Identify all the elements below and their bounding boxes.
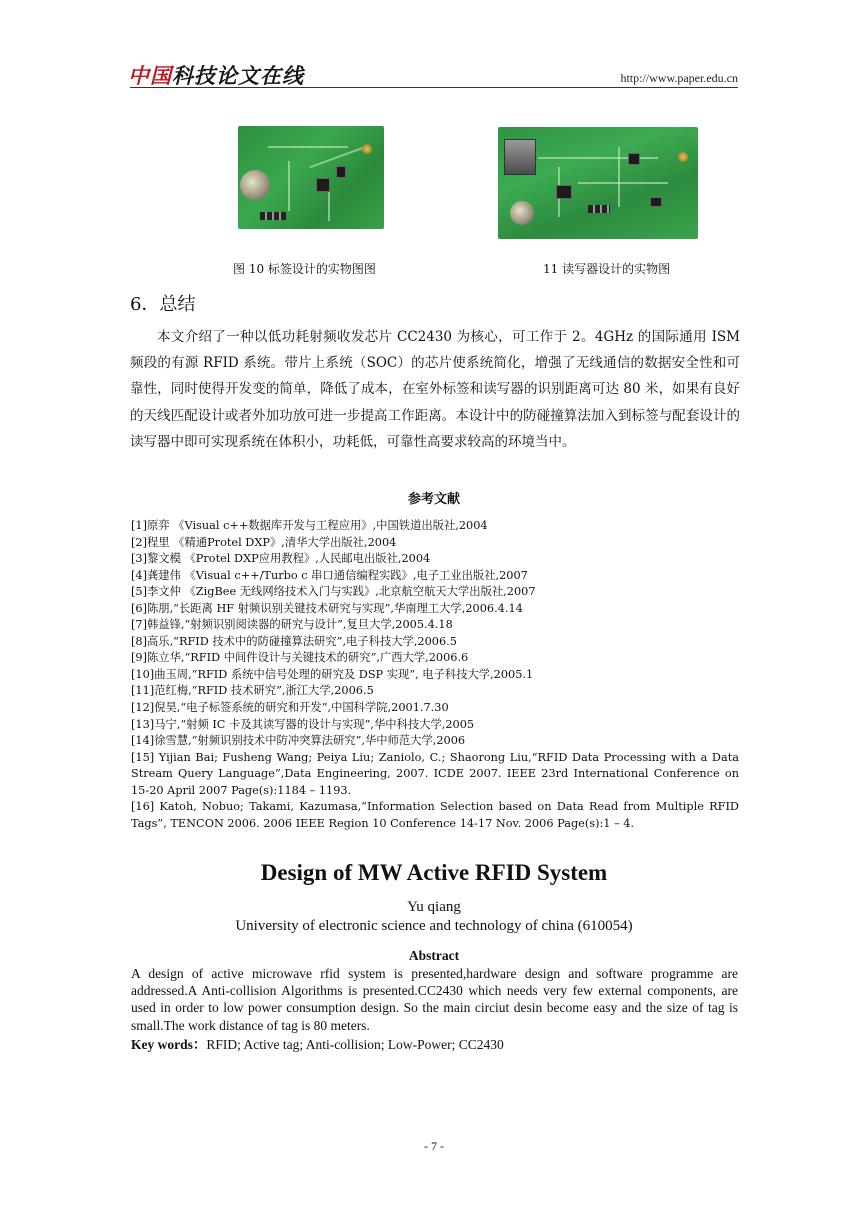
keywords-text: RFID; Active tag; Anti-collision; Low-Power; CC2430: [206, 1037, 504, 1052]
reference-item: [3]黎文模 《Protel DXP应用教程》,人民邮电出版社,2004: [131, 552, 431, 566]
figure-10-caption: 图 10 标签设计的实物图图: [233, 262, 376, 276]
references-list: [131, 518, 739, 832]
header-url[interactable]: http://www.paper.edu.cn: [620, 71, 738, 85]
keywords-separator: ：: [192, 1037, 207, 1052]
reference-item: [15] Yijian Bai; Fusheng Wang; Peiya Liu; Zaniolo, C.; Shaorong Liu,“RFID Data Processing with a Data Stream Query Language”,Data Engineering, 2007. ICDE 2007. IEEE 23rd International Conference on 15-20 April 2007 Page(s):1184 – 1193.: [131, 750, 739, 797]
reference-item: [13]马宁,“射频 IC 卡及其读写器的设计与实现”,华中科技大学,2005: [131, 717, 475, 731]
site-logo[interactable]: [128, 60, 304, 86]
page-number: - 7 -: [424, 1139, 444, 1153]
keywords-label: Key words: [131, 1037, 193, 1052]
tag-board-photo: [238, 126, 384, 229]
reference-item: [8]高乐,“RFID 技术中的防碰撞算法研究”,电子科技大学,2006.5: [131, 634, 457, 648]
section-heading: 6．总结: [130, 294, 196, 315]
figure-11-caption: 11 读写器设计的实物图: [543, 262, 671, 276]
english-author: Yu qiang: [407, 899, 461, 915]
conclusion-paragraph: 本文介绍了一种以低功耗射频收发芯片 CC2430 为核心，可工作于 2。4GHz 的国际通用 ISM 频段的有源 RFID 系统。带片上系统（SOC）的芯片使系统简化，增强了无线通信的数据安全性和可靠性，同时使得开发变的简单，降低了成本，在室外标签和读写器的识别距离可达 80 米，如果有良好的天线匹配设计或者外加功放可进一步提高工作距离。本设计中的防碰撞算法加入到标签与配套设计的读写器中即可实现系统在体积小，功耗低，可靠性高要求较高的环境当中。: [130, 329, 740, 450]
reference-item: [2]程里 《精通Protel DXP》,清华大学出版社,2004: [131, 535, 397, 549]
abstract-text: A design of active microwave rfid system is presented,hardware design and software programme are addressed.A Anti-collision Algorithms is presented.CC2430 which needs very few external components, are used in order to low power consumption design. So the main circiut desin become easy and the size of tag is small.The work distance of tag is 80 meters.: [131, 966, 738, 1033]
header-rule: [130, 87, 738, 88]
reference-item: [16] Katoh, Nobuo; Takami, Kazumasa,“Information Selection based on Data Read from Multiple RFID Tags”, TENCON 2006. 2006 IEEE Region 10 Conference 14-17 Nov. 2006 Page(s):1 – 4.: [131, 800, 739, 830]
english-affiliation: University of electronic science and technology of china (610054): [235, 918, 633, 934]
keywords-line: [131, 1033, 504, 1053]
abstract-heading: Abstract: [408, 948, 460, 963]
reader-board-photo: [498, 127, 698, 239]
reference-item: [10]曲玉周,“RFID 系统中信号处理的研究及 DSP 实现”, 电子科技大学,2005.1: [131, 667, 534, 681]
reference-item: [4]龚建伟 《Visual c++/Turbo c 串口通信编程实践》,电子工业出版社,2007: [131, 568, 528, 582]
english-title: Design of MW Active RFID System: [260, 860, 608, 885]
reference-item: [11]范红梅,“RFID 技术研究”,浙江大学,2006.5: [131, 684, 374, 698]
reference-item: [7]韩益锋,“射频识别阅读器的研究与设计”,复旦大学,2005.4.18: [131, 618, 453, 632]
logo-text-red: 中国: [128, 64, 172, 88]
reference-item: [5]李文仲 《ZigBee 无线网络技术入门与实践》,北京航空航天大学出版社,2007: [131, 585, 536, 599]
references-heading: 参考文献: [407, 492, 460, 507]
logo-text-black: 科技论文在线: [172, 64, 304, 88]
reference-item: [1]原弈 《Visual c++数据库开发与工程应用》,中国铁道出版社,2004: [131, 519, 488, 532]
reference-item: [6]陈朋,“长距离 HF 射频识别关键技术研究与实现”,华南理工大学,2006.4.14: [131, 601, 523, 615]
reference-item: [12]倪昊,“电子标签系统的研究和开发”,中国科学院,2001.7.30: [131, 701, 449, 715]
reference-item: [9]陈立华,“RFID 中间件设计与关键技术的研究”,广西大学,2006.6: [131, 651, 469, 665]
reference-item: [14]徐雪慧,“射频识别技术中防冲突算法研究”,华中师范大学,2006: [131, 734, 466, 748]
